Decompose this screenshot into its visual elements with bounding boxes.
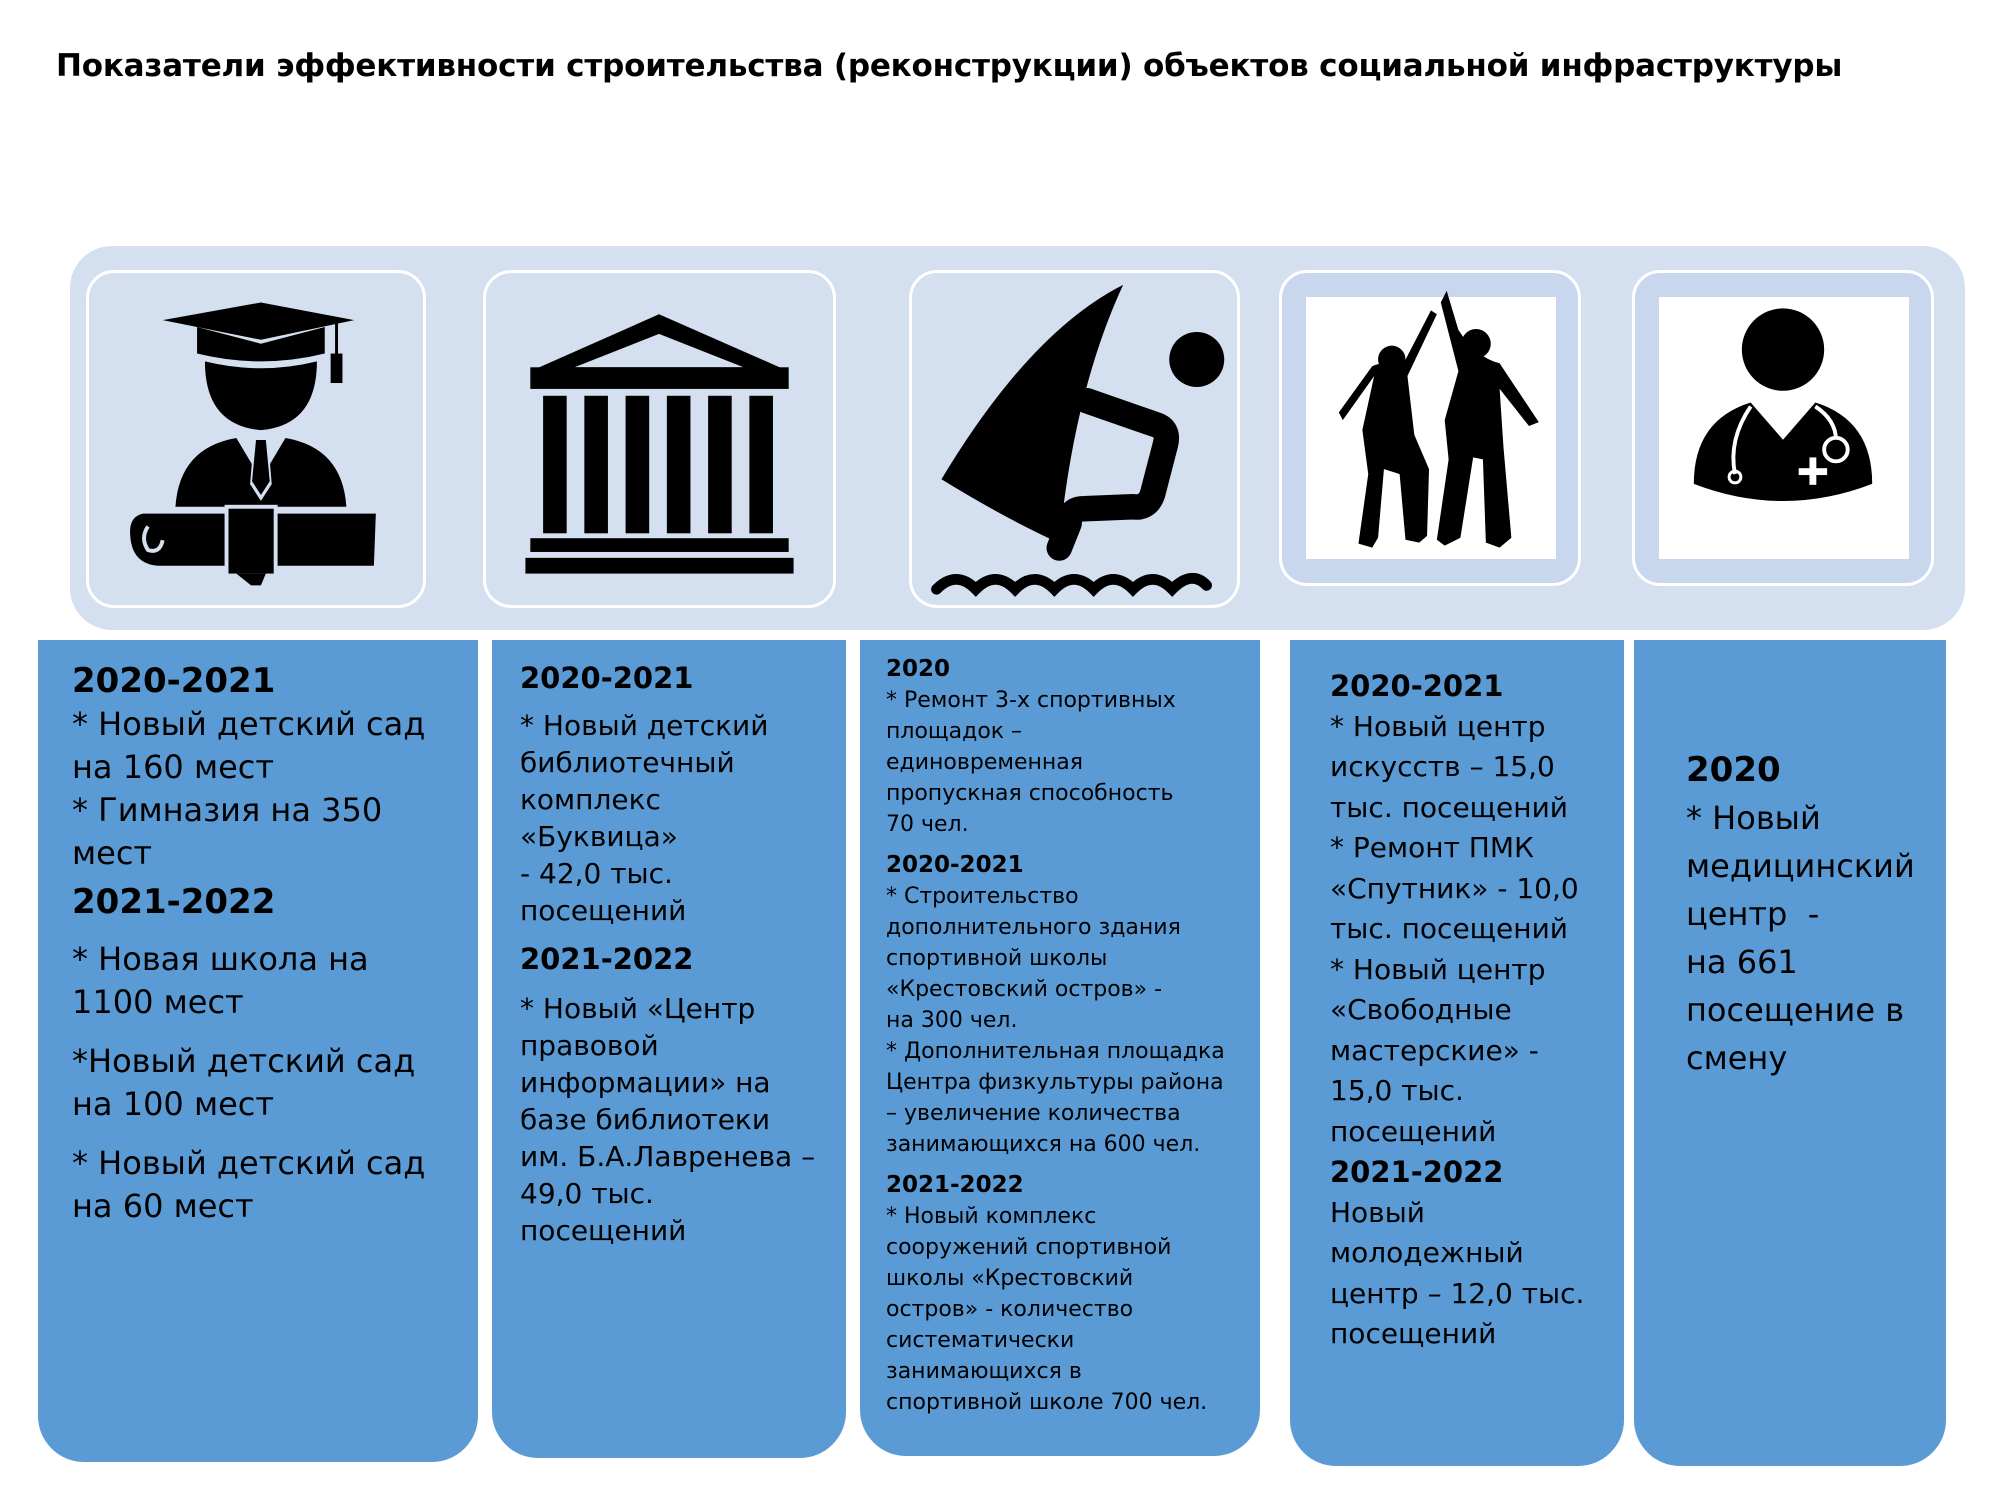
text-line: информации» на xyxy=(520,1066,771,1099)
text-line: площадок – xyxy=(886,719,1023,744)
year-heading: 2021-2022 xyxy=(520,942,694,976)
text-line: на 100 мест xyxy=(72,1085,275,1123)
page-title: Показатели эффективности строительства (реконструкции) объектов социальной инфраструктуры xyxy=(56,48,1843,84)
year-heading: 2020-2021 xyxy=(1330,669,1504,703)
text-line: мастерские» - xyxy=(1330,1033,1539,1067)
text-line: медицинский xyxy=(1686,847,1915,885)
text-line: центр - xyxy=(1686,895,1820,933)
text-line: «Крестовский остров» - xyxy=(886,977,1163,1002)
icon-card-education xyxy=(86,270,426,608)
text-line: *Новый детский сад xyxy=(72,1042,416,1080)
doctor-icon xyxy=(1635,273,1931,583)
text-line: занимающихся в xyxy=(886,1359,1082,1384)
text-line: молодежный xyxy=(1330,1236,1524,1269)
year-heading: 2020-2021 xyxy=(886,852,1024,878)
text-line: * Новый детский сад xyxy=(72,1144,426,1182)
text-line: центр – 12,0 тыс. xyxy=(1330,1276,1585,1310)
text-line: библиотечный xyxy=(520,746,735,779)
text-line: дополнительного здания xyxy=(886,915,1181,940)
text-line: * Новый «Центр xyxy=(520,992,756,1025)
text-line: на 160 мест xyxy=(72,748,275,786)
icon-card-medicine xyxy=(1632,270,1934,586)
column-culture xyxy=(1290,640,1624,1466)
year-heading: 2020 xyxy=(886,656,951,682)
text-line: * Новый центр xyxy=(1330,709,1546,743)
icon-card-sport xyxy=(909,270,1240,608)
text-line: им. Б.А.Лавренева – xyxy=(520,1140,816,1173)
text-line: спортивной школе 700 чел. xyxy=(886,1390,1208,1415)
column-library xyxy=(492,640,846,1458)
text-line: остров» - количество xyxy=(886,1297,1134,1322)
text-line: 15,0 тыс. xyxy=(1330,1074,1464,1107)
text-line: * Ремонт 3-х спортивных xyxy=(886,688,1176,713)
year-heading: 2020 xyxy=(1686,750,1781,790)
text-line: - 42,0 тыс. xyxy=(520,857,673,890)
icon-card-library xyxy=(483,270,836,608)
year-heading: 2021-2022 xyxy=(886,1172,1024,1198)
text-line: 70 чел. xyxy=(886,812,969,837)
text-line: тыс. посещений xyxy=(1330,790,1568,824)
text-line: посещений xyxy=(1330,1317,1497,1350)
text-line: * Новый комплекс xyxy=(886,1204,1097,1229)
text-line: пропускная способность xyxy=(886,781,1174,806)
text-line: * Ремонт ПМК xyxy=(1330,831,1534,864)
graduate-icon xyxy=(89,273,423,605)
windsurfer-icon xyxy=(912,273,1237,605)
text-line: * Новый детский xyxy=(520,709,769,742)
text-line: – увеличение количества xyxy=(886,1101,1181,1126)
text-line: спортивной школы xyxy=(886,946,1108,971)
text-line: на 661 xyxy=(1686,943,1798,981)
text-line: Центра физкультуры района xyxy=(886,1070,1224,1095)
text-line: «Спутник» - 10,0 xyxy=(1330,871,1579,905)
text-line: * Новый центр xyxy=(1330,952,1546,986)
icon-card-culture xyxy=(1279,270,1581,586)
year-heading: 2020-2021 xyxy=(72,661,276,701)
text-line: посещений xyxy=(1330,1114,1497,1148)
text-line: посещений xyxy=(520,894,687,927)
text-line: посещение в xyxy=(1686,991,1905,1029)
text-line: * Дополнительная площадка xyxy=(886,1039,1225,1064)
column-medicine xyxy=(1634,640,1946,1466)
text-line: 49,0 тыс. посещений xyxy=(520,1177,687,1247)
text-line: * Строительство xyxy=(886,884,1079,909)
text-line: * Новый детский сад xyxy=(72,705,426,743)
text-line: занимающихся на 600 чел. xyxy=(886,1132,1201,1157)
text-line: правовой xyxy=(520,1029,659,1062)
text-line: мест xyxy=(72,834,153,872)
text-line: * Новый xyxy=(1686,799,1821,837)
text-line: тыс. посещений xyxy=(1330,912,1568,945)
text-line: сооружений спортивной xyxy=(886,1235,1172,1260)
text-line: * Гимназия на 350 xyxy=(72,791,383,829)
year-heading: 2021-2022 xyxy=(72,882,276,922)
text-line: базе библиотеки xyxy=(520,1103,771,1136)
text-line: * Новая школа на xyxy=(72,940,369,978)
text-line: «Свободные xyxy=(1330,993,1512,1026)
text-line: смену xyxy=(1686,1039,1788,1077)
library-building-icon xyxy=(486,273,833,605)
text-line: Новый xyxy=(1330,1195,1425,1229)
column-education xyxy=(38,640,478,1462)
text-line: единовременная xyxy=(886,750,1083,775)
dancers-icon xyxy=(1282,273,1578,583)
column-sport xyxy=(860,640,1260,1456)
text-line: систематически xyxy=(886,1328,1075,1353)
text-line: на 60 мест xyxy=(72,1187,254,1225)
text-line: на 300 чел. xyxy=(886,1008,1018,1033)
text-line: комплекс «Буквица» xyxy=(520,783,678,853)
year-heading: 2020-2021 xyxy=(520,661,694,695)
text-line: школы «Крестовский xyxy=(886,1266,1134,1291)
text-line: 1100 мест xyxy=(72,983,244,1021)
text-line: искусств – 15,0 xyxy=(1330,750,1555,783)
year-heading: 2021-2022 xyxy=(1330,1155,1504,1189)
